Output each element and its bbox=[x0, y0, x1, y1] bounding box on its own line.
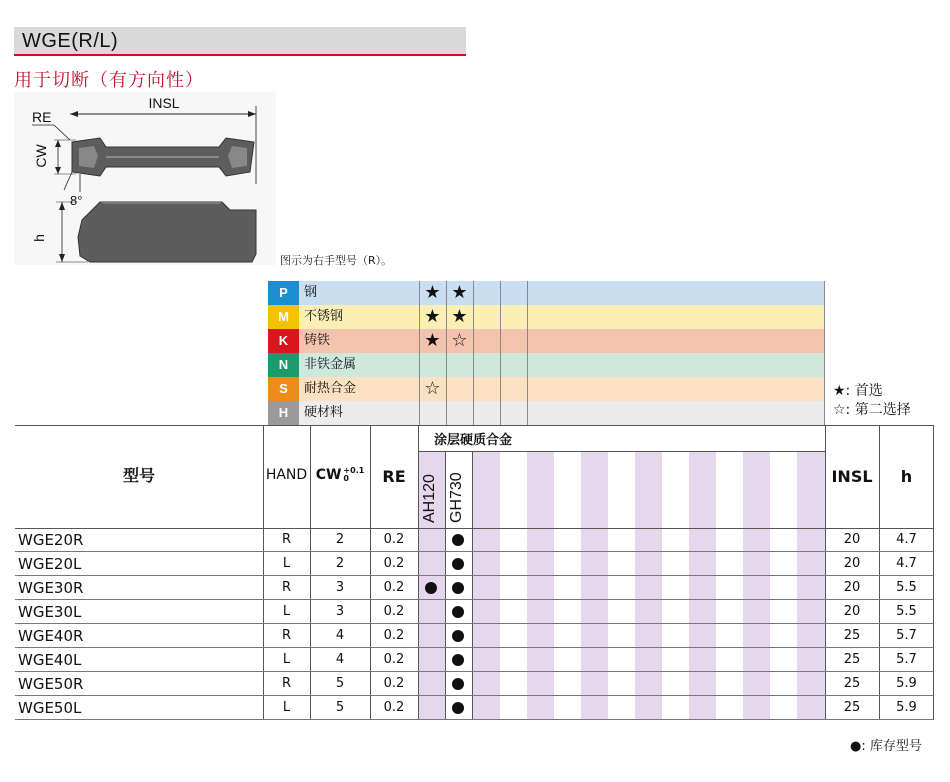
model-cell: WGE20R bbox=[18, 531, 84, 549]
hand-cell: R bbox=[281, 628, 292, 643]
stock-dot-icon bbox=[452, 534, 464, 546]
model-cell: WGE30R bbox=[18, 579, 84, 597]
material-code-badge: H bbox=[268, 401, 299, 425]
cw-cell: 4 bbox=[335, 652, 345, 667]
hand-cell: R bbox=[281, 532, 292, 547]
hand-cell: L bbox=[282, 604, 291, 619]
drawing-caption: 图示为右手型号（R）。 bbox=[280, 254, 393, 267]
header-hand: HAND bbox=[265, 467, 308, 483]
material-row-s bbox=[268, 377, 825, 401]
column-divider bbox=[473, 281, 474, 425]
model-cell: WGE50L bbox=[18, 699, 82, 717]
spec-table bbox=[15, 425, 934, 719]
legend-preferred: ★: 首选 bbox=[833, 383, 883, 399]
title-bar bbox=[14, 27, 466, 56]
insl-cell: 20 bbox=[843, 580, 861, 595]
re-cell: 0.2 bbox=[383, 604, 405, 619]
column-divider bbox=[446, 281, 447, 425]
insl-cell: 20 bbox=[843, 556, 861, 571]
cw-cell: 2 bbox=[335, 532, 345, 547]
table-row bbox=[15, 672, 934, 696]
h-cell: 5.9 bbox=[896, 700, 917, 715]
header-model: 型号 bbox=[122, 466, 155, 485]
re-cell: 0.2 bbox=[383, 580, 405, 595]
side-top-edge bbox=[100, 202, 222, 204]
material-name: 硬材料 bbox=[304, 405, 344, 420]
star-icon: ★ bbox=[451, 306, 468, 327]
column-divider bbox=[500, 281, 501, 425]
header-h: h bbox=[900, 467, 913, 486]
material-code-badge: M bbox=[268, 305, 299, 329]
page-subtitle: 用于切断（有方向性） bbox=[14, 70, 204, 91]
table-row bbox=[15, 576, 934, 600]
insert-side-view bbox=[78, 202, 256, 262]
header-cw-tol-minus: 0 bbox=[343, 474, 349, 483]
re-cell: 0.2 bbox=[383, 700, 405, 715]
star-icon: ★ bbox=[451, 282, 468, 303]
material-row-k bbox=[268, 329, 825, 353]
re-cell: 0.2 bbox=[383, 652, 405, 667]
table-row bbox=[15, 624, 934, 648]
stock-dot-icon bbox=[452, 582, 464, 594]
h-label: h bbox=[31, 234, 47, 242]
material-code-badge: K bbox=[268, 329, 299, 353]
header-coated-carbide: 涂层硬质合金 bbox=[433, 433, 512, 448]
insl-label: INSL bbox=[148, 95, 180, 111]
table-row bbox=[15, 600, 934, 624]
star-icon: ★ bbox=[424, 306, 441, 327]
model-cell: WGE50R bbox=[18, 675, 84, 693]
material-name: 非铁金属 bbox=[304, 357, 357, 372]
star-icon: ★ bbox=[424, 282, 441, 303]
stock-dot-icon bbox=[452, 606, 464, 618]
h-cell: 5.7 bbox=[896, 628, 917, 643]
insert-drawing bbox=[14, 92, 276, 265]
row-divider bbox=[15, 719, 934, 720]
stock-dot-icon bbox=[425, 582, 437, 594]
model-cell: WGE20L bbox=[18, 555, 82, 573]
stock-dot-icon bbox=[452, 702, 464, 714]
cw-cell: 5 bbox=[335, 700, 345, 715]
material-name: 铸铁 bbox=[304, 333, 331, 348]
header-grade-ah120: AH120 bbox=[421, 474, 438, 523]
insl-cell: 25 bbox=[843, 628, 861, 643]
re-cell: 0.2 bbox=[383, 676, 405, 691]
material-name: 不锈钢 bbox=[304, 309, 344, 324]
stock-dot-icon bbox=[452, 558, 464, 570]
re-cell: 0.2 bbox=[383, 532, 405, 547]
table-row bbox=[15, 696, 934, 720]
hand-cell: L bbox=[282, 652, 291, 667]
page-title: WGE(R/L) bbox=[22, 30, 119, 52]
header-re: RE bbox=[382, 467, 406, 486]
material-row-m bbox=[268, 305, 825, 329]
material-code-badge: N bbox=[268, 353, 299, 377]
header-cw bbox=[310, 467, 370, 483]
cw-cell: 5 bbox=[335, 676, 345, 691]
h-cell: 5.5 bbox=[896, 580, 917, 595]
re-label: RE bbox=[32, 109, 52, 125]
cw-label: CW bbox=[33, 144, 49, 168]
material-code-badge: S bbox=[268, 377, 299, 401]
insl-cell: 20 bbox=[843, 532, 861, 547]
cw-cell: 2 bbox=[335, 556, 345, 571]
header-grade-gh730: GH730 bbox=[448, 472, 465, 523]
model-cell: WGE30L bbox=[18, 603, 82, 621]
footnote-stock: ●: 库存型号 bbox=[850, 739, 922, 754]
material-name: 耐热合金 bbox=[304, 381, 357, 396]
h-cell: 5.7 bbox=[896, 652, 917, 667]
insl-cell: 20 bbox=[843, 604, 861, 619]
coated-group-divider bbox=[418, 451, 825, 452]
column-divider bbox=[419, 281, 420, 425]
stock-dot-icon bbox=[452, 678, 464, 690]
insl-cell: 25 bbox=[843, 676, 861, 691]
header-cw-label: CW bbox=[315, 467, 342, 483]
re-cell: 0.2 bbox=[383, 556, 405, 571]
table-row bbox=[15, 552, 934, 576]
legend-second-choice: ☆: 第二选择 bbox=[833, 402, 911, 418]
h-cell: 4.7 bbox=[896, 532, 917, 547]
header-insl: INSL bbox=[831, 467, 873, 486]
cw-cell: 3 bbox=[335, 604, 345, 619]
material-name: 钢 bbox=[304, 285, 318, 300]
column-divider bbox=[824, 281, 825, 425]
star-outline-icon: ☆ bbox=[451, 330, 468, 351]
stock-dot-icon bbox=[452, 654, 464, 666]
h-cell: 5.5 bbox=[896, 604, 917, 619]
column-divider bbox=[527, 281, 528, 425]
re-cell: 0.2 bbox=[383, 628, 405, 643]
stock-dot-icon bbox=[452, 630, 464, 642]
table-row bbox=[15, 528, 934, 552]
model-cell: WGE40R bbox=[18, 627, 84, 645]
hand-cell: R bbox=[281, 580, 292, 595]
cw-cell: 4 bbox=[335, 628, 345, 643]
material-row-p bbox=[268, 281, 825, 305]
h-cell: 5.9 bbox=[896, 676, 917, 691]
table-row bbox=[15, 648, 934, 672]
material-table bbox=[268, 281, 825, 425]
header-cw-tol-plus: +0.1 bbox=[343, 466, 365, 475]
angle-label: 8° bbox=[70, 193, 83, 208]
star-icon: ★ bbox=[424, 330, 441, 351]
cw-cell: 3 bbox=[335, 580, 345, 595]
insl-cell: 25 bbox=[843, 652, 861, 667]
hand-cell: R bbox=[281, 676, 292, 691]
hand-cell: L bbox=[282, 700, 291, 715]
material-row-h bbox=[268, 401, 825, 425]
h-cell: 4.7 bbox=[896, 556, 917, 571]
star-outline-icon: ☆ bbox=[424, 378, 441, 399]
model-cell: WGE40L bbox=[18, 651, 82, 669]
material-row-n bbox=[268, 353, 825, 377]
material-code-badge: P bbox=[268, 281, 299, 305]
hand-cell: L bbox=[282, 556, 291, 571]
table-top-border bbox=[15, 425, 934, 426]
insl-cell: 25 bbox=[843, 700, 861, 715]
